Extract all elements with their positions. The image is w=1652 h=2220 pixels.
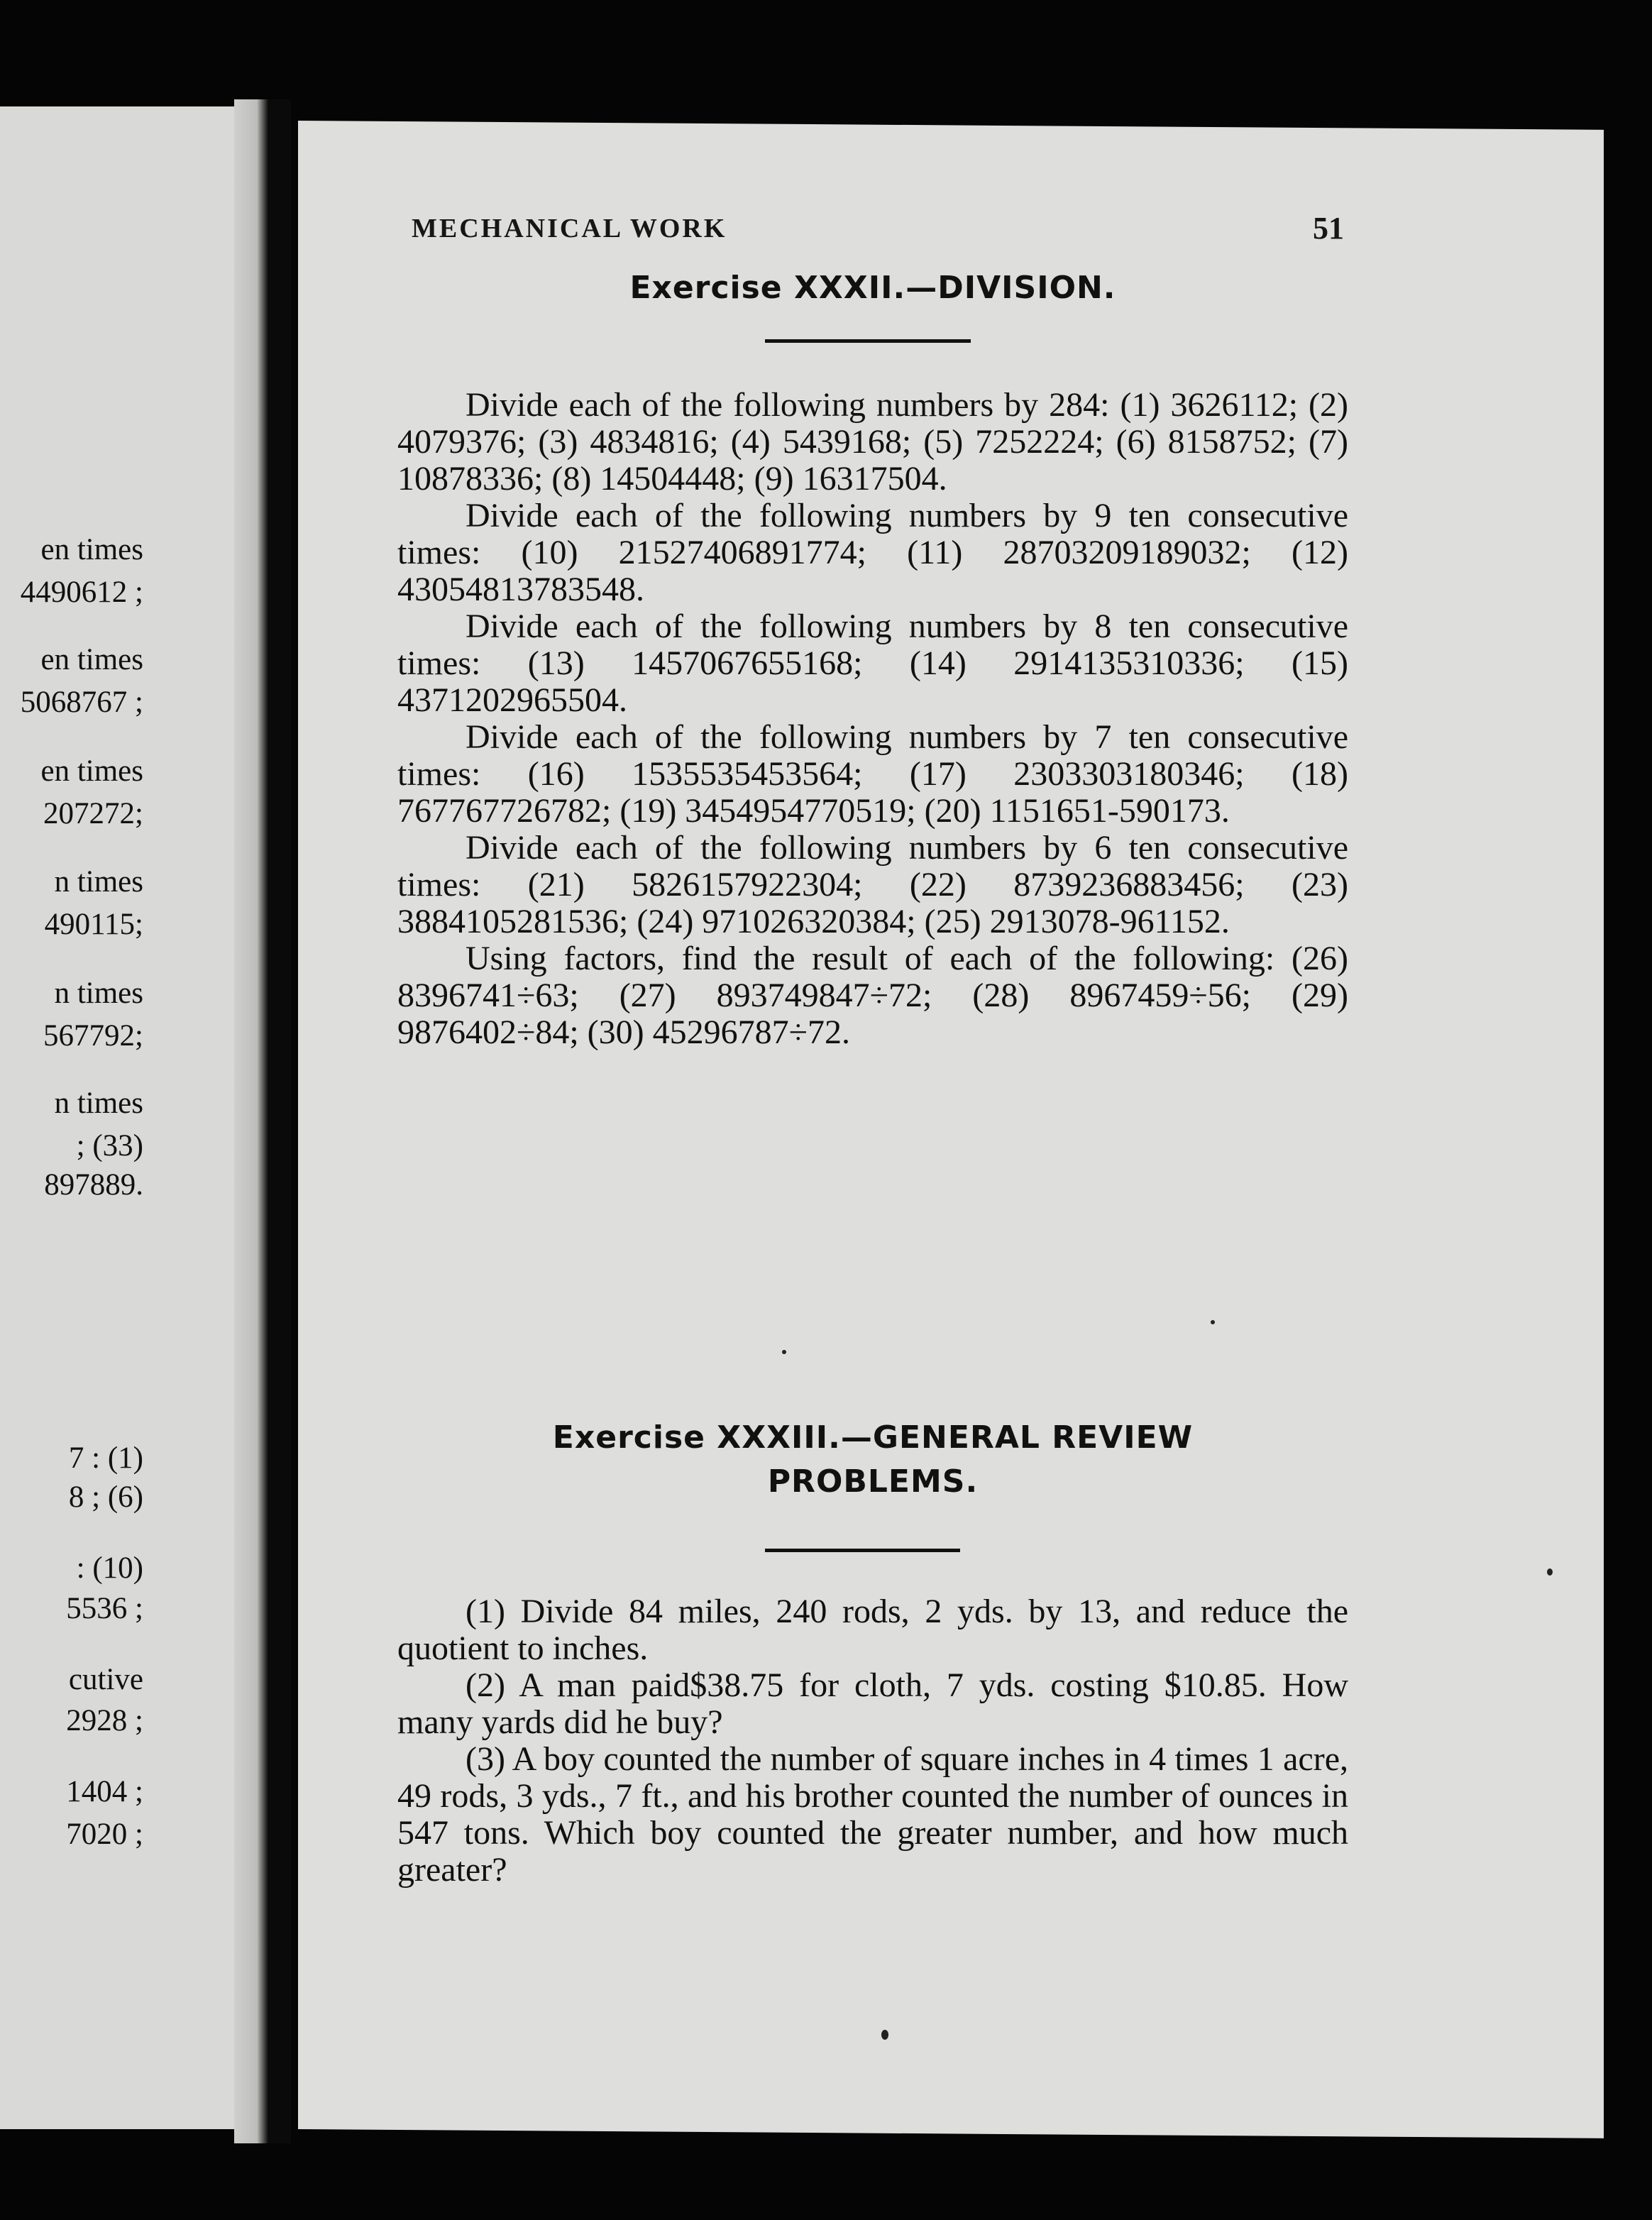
left-line: n times	[54, 1087, 143, 1120]
left-line: 5068767 ;	[20, 686, 143, 719]
left-line: en times	[40, 533, 143, 566]
left-line: : (10)	[76, 1551, 143, 1585]
left-line: 2928 ;	[66, 1704, 143, 1737]
left-line: 1404 ;	[66, 1775, 143, 1808]
exercise-33-heading	[397, 1416, 1348, 1504]
print-speck	[1547, 1568, 1553, 1576]
left-line: 8 ; (6)	[68, 1480, 143, 1514]
exercise-32-body	[397, 387, 1348, 1051]
exercise-33-body	[397, 1593, 1348, 1889]
left-line: 7 : (1)	[68, 1441, 143, 1475]
left-line: 207272;	[43, 797, 143, 830]
exercise-32-paragraph: Divide each of the following numbers by 7 ten consecutive times: (16) 1535535453564; (17) 2303303180346; (18) 767767726782; (19) 3454954770519; (20) 1151651-590173.	[397, 718, 1348, 830]
left-line: 897889.	[44, 1168, 143, 1202]
page-number: 51	[1313, 211, 1344, 246]
exercise-32-paragraph: Using factors, find the result of each of the following: (26) 8396741÷63; (27) 893749847÷72; (28) 8967459÷56; (29) 9876402÷84; (30) 45296787÷72.	[397, 940, 1348, 1051]
left-line: 4490612 ;	[20, 576, 143, 609]
print-speck	[1211, 1320, 1215, 1324]
exercise-33-problem: (2) A man paid$38.75 for cloth, 7 yds. costing $10.85. How many yards did he buy?	[397, 1666, 1348, 1741]
left-line: ; (33)	[76, 1129, 143, 1163]
exercise-33-heading-line: Exercise XXXIII.—GENERAL REVIEW	[552, 1419, 1194, 1456]
section-divider	[765, 339, 971, 343]
previous-page-fragment	[0, 106, 234, 2129]
section-divider	[765, 1549, 960, 1552]
exercise-33-problem: (3) A boy counted the number of square inches in 4 times 1 acre, 49 rods, 3 yds., 7 ft., and his brother counted the number of ounces in 547 tons. Which boy counted the greater number, and how much greater?	[397, 1740, 1348, 1889]
left-line: en times	[40, 754, 143, 788]
exercise-32-paragraph: Divide each of the following numbers by 6 ten consecutive times: (21) 5826157922304; (22) 8739236883456; (23) 3884105281536; (24) 971026320384; (25) 2913078-961152.	[397, 829, 1348, 940]
print-speck	[782, 1350, 786, 1354]
book-binding-gutter	[234, 99, 291, 2143]
exercise-32-paragraph: Divide each of the following numbers by 8 ten consecutive times: (13) 1457067655168; (14) 2914135310336; (15) 4371202965504.	[397, 608, 1348, 719]
left-line: 567792;	[43, 1019, 143, 1053]
left-line: 490115;	[44, 908, 143, 941]
left-line: en times	[40, 643, 143, 676]
running-head	[412, 213, 1391, 255]
running-title: MECHANICAL WORK	[412, 214, 727, 243]
left-line: n times	[54, 977, 143, 1010]
exercise-32-paragraph: Divide each of the following numbers by 9 ten consecutive times: (10) 21527406891774; (11) 28703209189032; (12) 43054813783548.	[397, 497, 1348, 608]
left-line: 7020 ;	[66, 1818, 143, 1851]
exercise-33-problem: (1) Divide 84 miles, 240 rods, 2 yds. by 13, and reduce the quotient to inches.	[397, 1593, 1348, 1667]
left-line: n times	[54, 865, 143, 899]
exercise-32-paragraph: Divide each of the following numbers by 284: (1) 3626112; (2) 4079376; (3) 4834816; (4) 5439168; (5) 7252224; (6) 8158752; (7) 10878336; (8) 14504448; (9) 16317504.	[397, 386, 1348, 498]
print-speck	[881, 2030, 888, 2040]
exercise-32-heading: Exercise XXXII.—DIVISION.	[629, 270, 1116, 306]
left-line: 5536 ;	[66, 1592, 143, 1625]
left-line: cutive	[68, 1663, 143, 1696]
exercise-33-heading-line: PROBLEMS.	[767, 1463, 979, 1500]
